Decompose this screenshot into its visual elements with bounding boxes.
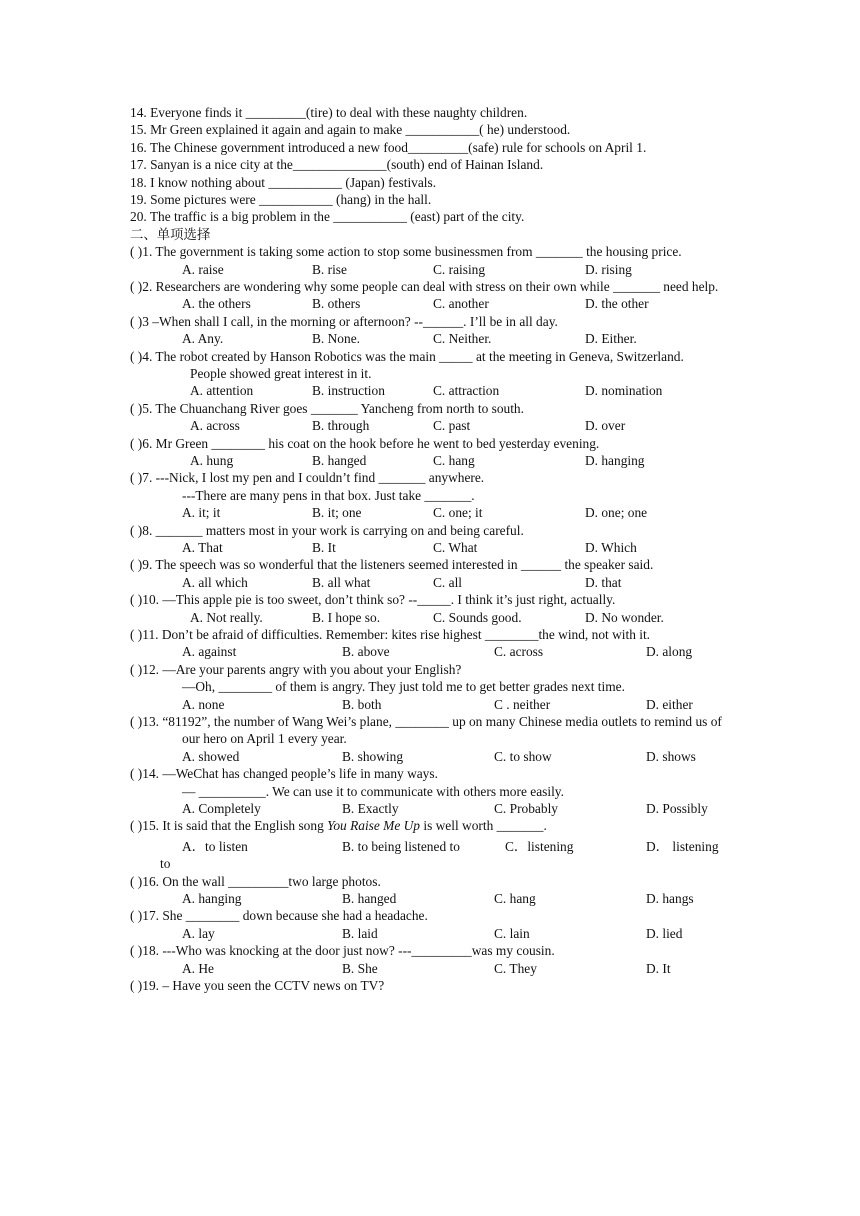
question-14-option-a: A. Completely bbox=[182, 801, 261, 817]
question-14-options bbox=[130, 800, 732, 817]
question-2-option-c: C. another bbox=[433, 296, 489, 312]
fill-in-item-16: 16. The Chinese government introduced a new food_________(safe) rule for schools on April 1. bbox=[130, 139, 647, 155]
question-7-option-c: C. one; it bbox=[433, 505, 483, 521]
question-10-stem: ( )10. —This apple pie is too sweet, don’t think so? --_____. I think it’s just right, actually. bbox=[130, 592, 616, 608]
question-9-option-a: A. all which bbox=[182, 574, 248, 590]
question-11-option-d: D. along bbox=[646, 644, 693, 660]
question-12-option-d: D. either bbox=[646, 696, 693, 712]
question-15-option-a: A．to listen bbox=[182, 838, 248, 854]
question-5-option-b: B. through bbox=[312, 418, 370, 434]
question-15-option-d-continued: to bbox=[160, 856, 171, 872]
fill-in-item-15: 15. Mr Green explained it again and again to make ___________( he) understood. bbox=[130, 122, 571, 138]
question-17-option-a: A. lay bbox=[182, 925, 215, 941]
question-15-option-c: C．listening bbox=[505, 838, 574, 854]
question-13-option-d: D. shows bbox=[646, 748, 696, 764]
question-8-stem: ( )8. _______ matters most in your work is carrying on and being careful. bbox=[130, 522, 524, 538]
question-18-option-d: D. It bbox=[646, 960, 671, 976]
question-4-options bbox=[130, 382, 732, 399]
question-8-option-b: B. It bbox=[312, 540, 336, 556]
question-12-extra: —Oh, ________ of them is angry. They just told me to get better grades next time. bbox=[182, 679, 625, 695]
question-13-extra: our hero on April 1 every year. bbox=[182, 731, 347, 747]
question-19-stem: ( )19. – Have you seen the CCTV news on TV? bbox=[130, 978, 385, 994]
question-5-options bbox=[130, 417, 732, 434]
question-14-option-d: D. Possibly bbox=[646, 801, 708, 817]
question-10-options bbox=[130, 609, 732, 626]
question-6-option-d: D. hanging bbox=[585, 453, 645, 469]
question-1-option-c: C. raising bbox=[433, 261, 486, 277]
question-2-stem: ( )2. Researchers are wondering why some people can deal with stress on their own while _______ need help. bbox=[130, 279, 719, 295]
section-title: 二、单项选择 bbox=[130, 226, 211, 242]
question-18-options bbox=[130, 960, 732, 977]
question-9-option-d: D. that bbox=[585, 574, 622, 590]
question-11-options bbox=[130, 643, 732, 660]
question-12-options bbox=[130, 696, 732, 713]
question-17-option-b: B. laid bbox=[342, 925, 378, 941]
question-12-stem: ( )12. —Are your parents angry with you about your English? bbox=[130, 661, 462, 677]
question-3-option-b: B. None. bbox=[312, 331, 360, 347]
question-16-options bbox=[130, 890, 732, 907]
question-4-extra: People showed great interest in it. bbox=[190, 366, 372, 382]
fill-in-item-14: 14. Everyone finds it _________(tire) to deal with these naughty children. bbox=[130, 105, 528, 120]
question-6-options bbox=[130, 452, 732, 469]
question-18-option-c: C. They bbox=[494, 960, 537, 976]
question-10-option-a: A. Not really. bbox=[190, 609, 263, 625]
question-4-option-d: D. nomination bbox=[585, 383, 663, 399]
question-5-option-c: C. past bbox=[433, 418, 471, 434]
question-7-option-d: D. one; one bbox=[585, 505, 648, 521]
question-9-option-c: C. all bbox=[433, 574, 463, 590]
question-15-song-title: You Raise Me Up bbox=[327, 818, 420, 834]
question-16-option-c: C. hang bbox=[494, 891, 536, 907]
question-17-options bbox=[130, 925, 732, 942]
question-7-extra: ---There are many pens in that box. Just take _______. bbox=[182, 487, 475, 503]
question-14-option-b: B. Exactly bbox=[342, 801, 399, 817]
question-17-option-c: C. lain bbox=[494, 925, 530, 941]
question-5-option-a: A. across bbox=[190, 418, 240, 434]
question-7-options bbox=[130, 504, 732, 521]
question-2-option-a: A. the others bbox=[182, 296, 251, 312]
question-18-option-a: A. He bbox=[182, 960, 214, 976]
question-15-stem bbox=[130, 817, 732, 834]
question-13-option-a: A. showed bbox=[182, 748, 240, 764]
question-15-options bbox=[130, 838, 732, 855]
question-12-option-b: B. both bbox=[342, 696, 382, 712]
question-2-option-d: D. the other bbox=[585, 296, 649, 312]
question-8-options bbox=[130, 539, 732, 556]
question-1-option-a: A. raise bbox=[182, 261, 224, 277]
question-3-stem: ( )3 –When shall I call, in the morning or afternoon? --______. I’ll be in all day. bbox=[130, 313, 558, 329]
question-7-option-b: B. it; one bbox=[312, 505, 362, 521]
question-14-stem: ( )14. —WeChat has changed people’s life in many ways. bbox=[130, 766, 438, 782]
question-15-stem-pre: ( )15. It is said that the English song bbox=[130, 818, 328, 834]
question-7-stem: ( )7. ---Nick, I lost my pen and I couldn’t find _______ anywhere. bbox=[130, 470, 485, 486]
question-15-stem-post: is well worth _______. bbox=[420, 818, 547, 834]
question-15-option-d: D． listening bbox=[646, 838, 719, 854]
question-13-option-b: B. showing bbox=[342, 748, 404, 764]
question-17-option-d: D. lied bbox=[646, 925, 683, 941]
fill-in-item-19: 19. Some pictures were ___________ (hang) in the hall. bbox=[130, 192, 432, 208]
question-16-option-d: D. hangs bbox=[646, 891, 694, 907]
question-18-stem: ( )18. ---Who was knocking at the door just now? ---_________was my cousin. bbox=[130, 943, 555, 959]
question-1-option-b: B. rise bbox=[312, 261, 347, 277]
question-16-option-a: A. hanging bbox=[182, 891, 242, 907]
question-1-options bbox=[130, 261, 732, 278]
question-13-option-c: C. to show bbox=[494, 748, 552, 764]
question-14-option-c: C. Probably bbox=[494, 801, 558, 817]
question-3-option-c: C. Neither. bbox=[433, 331, 492, 347]
question-10-option-d: D. No wonder. bbox=[585, 609, 664, 625]
question-13-stem: ( )13. “81192”, the number of Wang Wei’s plane, ________ up on many Chinese media outlets to remind us of bbox=[130, 714, 722, 730]
question-8-option-a: A. That bbox=[182, 540, 223, 556]
question-4-option-a: A. attention bbox=[190, 383, 254, 399]
question-4-stem: ( )4. The robot created by Hanson Robotics was the main _____ at the meeting in Geneva, Switzerland. bbox=[130, 348, 684, 364]
question-8-option-c: C. What bbox=[433, 540, 478, 556]
question-12-option-c: C . neither bbox=[494, 696, 551, 712]
question-12-option-a: A. none bbox=[182, 696, 225, 712]
question-9-stem: ( )9. The speech was so wonderful that the listeners seemed interested in ______ the speaker said. bbox=[130, 557, 654, 573]
fill-in-item-17: 17. Sanyan is a nice city at the______________(south) end of Hainan Island. bbox=[130, 157, 544, 173]
question-10-option-b: B. I hope so. bbox=[312, 609, 381, 625]
question-6-option-b: B. hanged bbox=[312, 453, 367, 469]
question-3-options bbox=[130, 330, 732, 347]
question-6-stem: ( )6. Mr Green ________ his coat on the hook before he went to bed yesterday evening. bbox=[130, 435, 600, 451]
question-9-option-b: B. all what bbox=[312, 574, 371, 590]
question-10-option-c: C. Sounds good. bbox=[433, 609, 522, 625]
question-3-option-a: A. Any. bbox=[182, 331, 224, 347]
question-5-option-d: D. over bbox=[585, 418, 626, 434]
question-8-option-d: D. Which bbox=[585, 540, 637, 556]
question-2-options bbox=[130, 295, 732, 312]
question-16-stem: ( )16. On the wall _________two large photos. bbox=[130, 873, 381, 889]
question-7-option-a: A. it; it bbox=[182, 505, 221, 521]
question-1-stem: ( )1. The government is taking some action to stop some businessmen from _______ the housing price. bbox=[130, 244, 682, 260]
question-11-option-a: A. against bbox=[182, 644, 237, 660]
question-9-options bbox=[130, 574, 732, 591]
question-1-option-d: D. rising bbox=[585, 261, 632, 277]
question-18-option-b: B. She bbox=[342, 960, 378, 976]
document-content bbox=[130, 104, 732, 994]
question-2-option-b: B. others bbox=[312, 296, 361, 312]
question-15-option-b: B. to being listened to bbox=[342, 838, 460, 854]
question-5-stem: ( )5. The Chuanchang River goes _______ Yancheng from north to south. bbox=[130, 400, 524, 416]
question-17-stem: ( )17. She ________ down because she had a headache. bbox=[130, 908, 428, 924]
question-6-option-a: A. hung bbox=[190, 453, 234, 469]
question-14-extra: — __________. We can use it to communicate with others more easily. bbox=[182, 783, 564, 799]
question-11-option-b: B. above bbox=[342, 644, 390, 660]
question-11-option-c: C. across bbox=[494, 644, 544, 660]
question-3-option-d: D. Either. bbox=[585, 331, 637, 347]
question-4-option-c: C. attraction bbox=[433, 383, 500, 399]
question-13-options bbox=[130, 748, 732, 765]
question-6-option-c: C. hang bbox=[433, 453, 475, 469]
question-4-option-b: B. instruction bbox=[312, 383, 385, 399]
fill-in-item-18: 18. I know nothing about ___________ (Japan) festivals. bbox=[130, 174, 437, 190]
question-16-option-b: B. hanged bbox=[342, 891, 397, 907]
fill-in-item-20: 20. The traffic is a big problem in the ___________ (east) part of the city. bbox=[130, 209, 525, 225]
question-11-stem: ( )11. Don’t be afraid of difficulties. Remember: kites rise highest ________the wind, not with it. bbox=[130, 627, 651, 643]
